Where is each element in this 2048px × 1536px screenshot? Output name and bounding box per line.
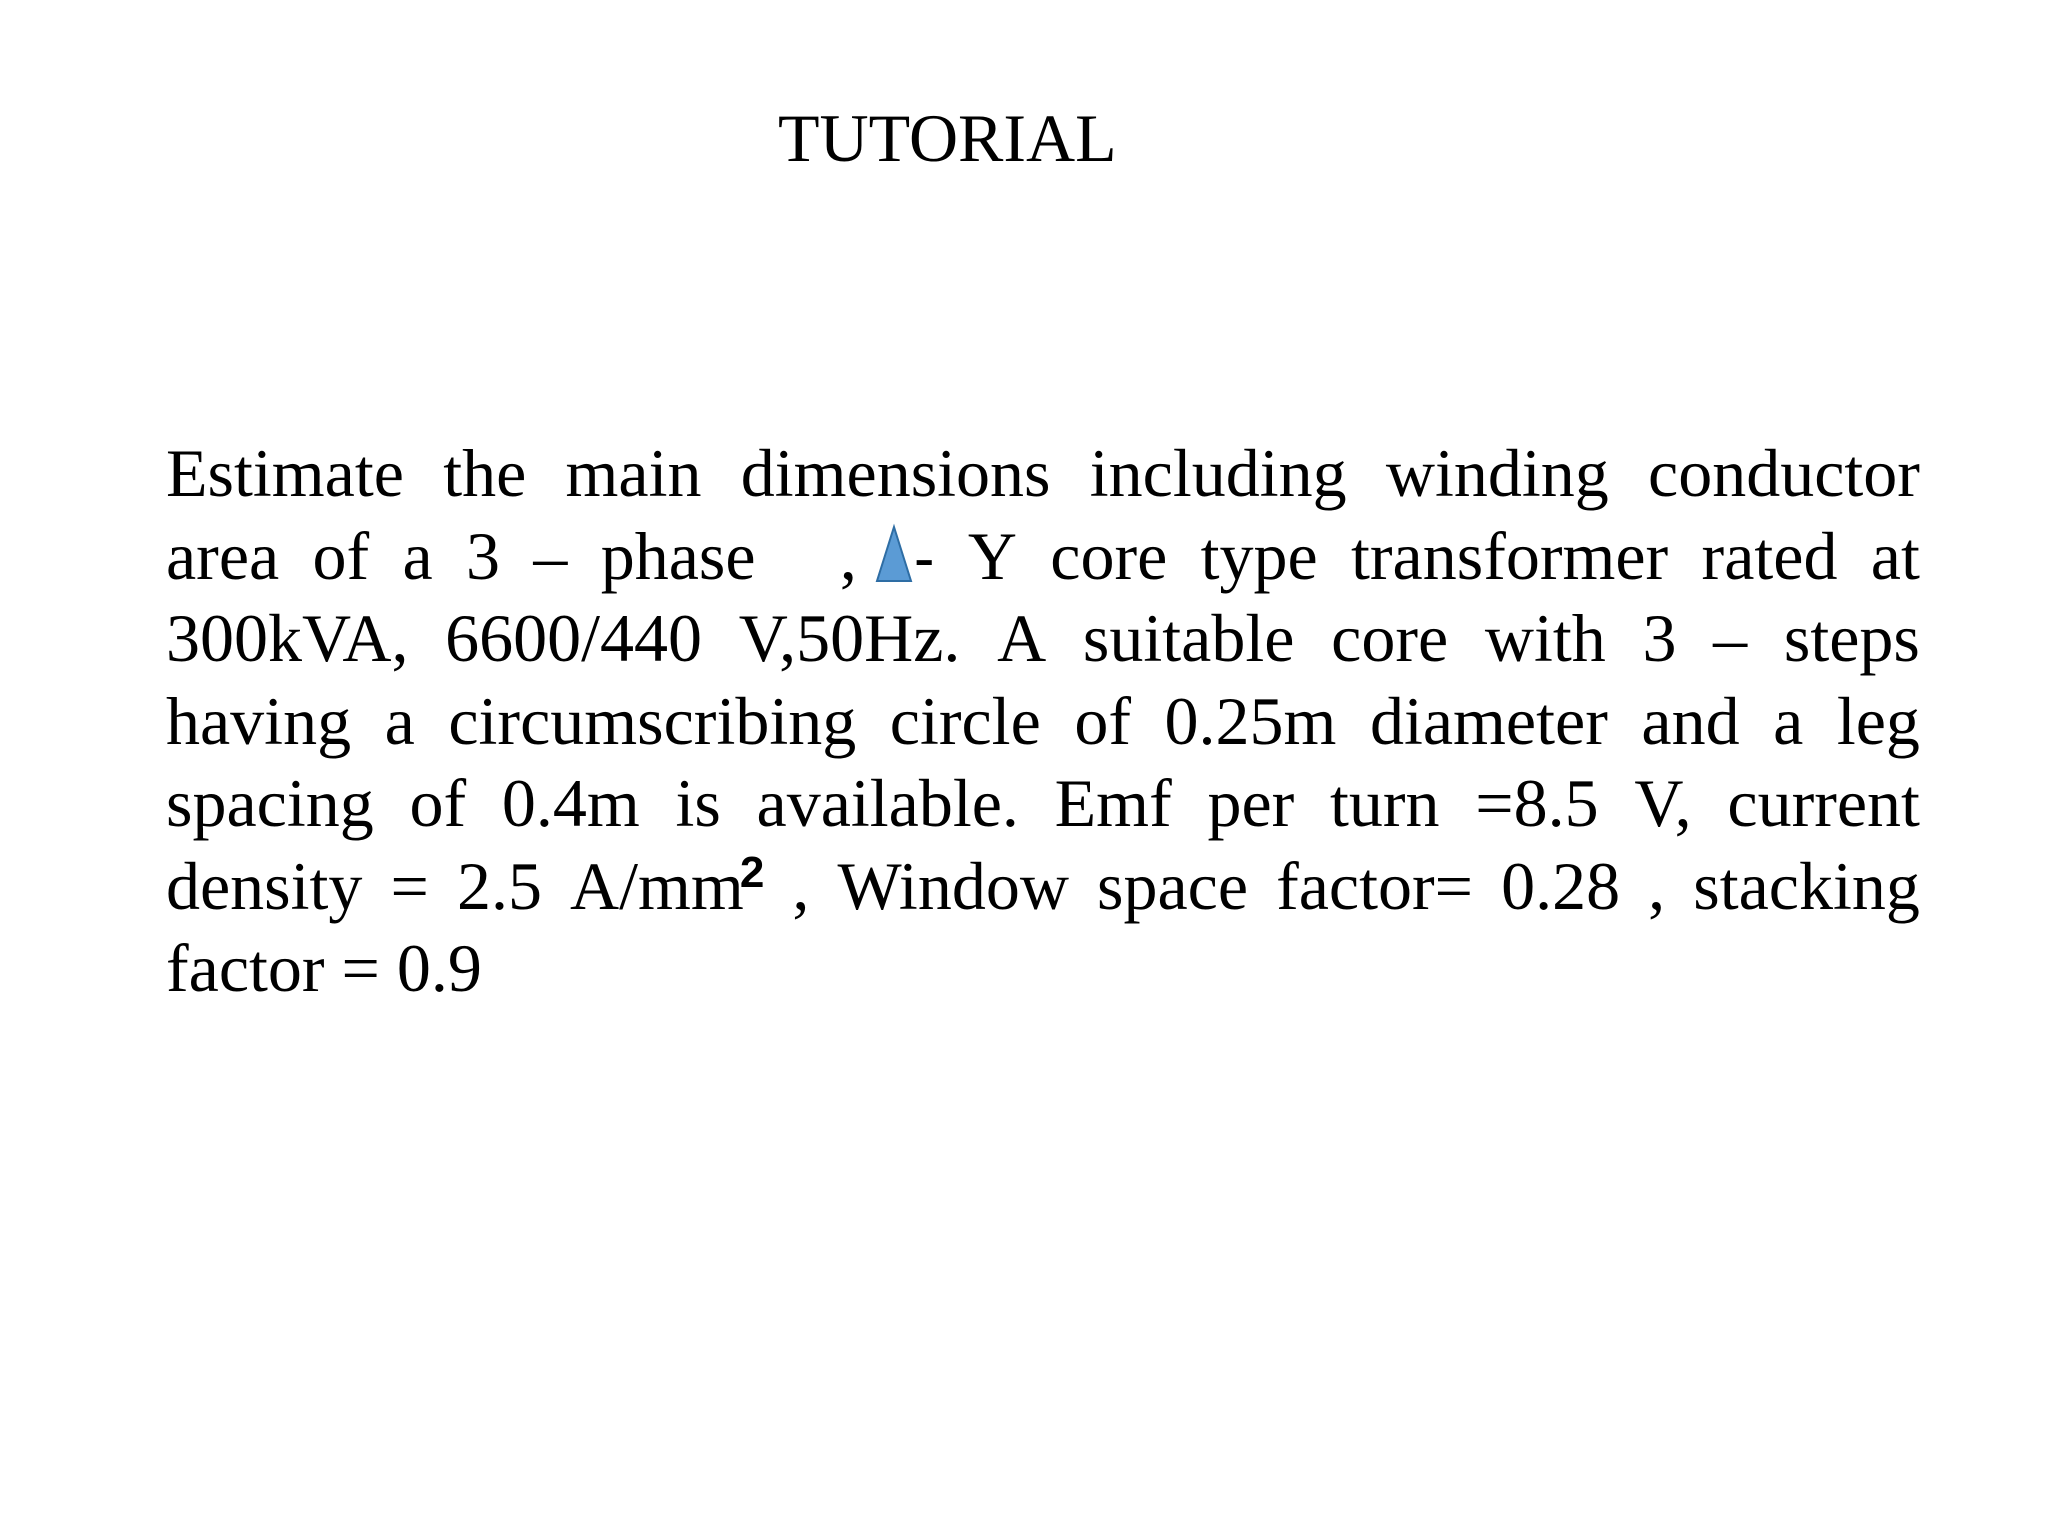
word: 300kVA, (166, 600, 409, 676)
comma: , (839, 517, 857, 594)
delta-icon (874, 523, 914, 585)
problem-line-3 (166, 597, 1920, 680)
page-title: TUTORIAL (778, 100, 1117, 176)
word: stacking (1693, 847, 1920, 924)
unit-with-superscript (570, 845, 764, 937)
word: suitable (1082, 600, 1295, 676)
problem-line-4 (166, 680, 1920, 763)
word: Emf (1054, 765, 1172, 841)
word: a (1773, 682, 1804, 759)
word: dimensions (740, 435, 1051, 511)
word: =8.5 (1475, 765, 1599, 841)
word: 3 (1642, 600, 1677, 676)
word: with (1484, 600, 1606, 676)
word: 6600/440 (445, 600, 703, 676)
word-phase: phase (600, 517, 756, 594)
word: 0.28 (1501, 847, 1621, 924)
word: is (675, 765, 721, 841)
word: leg (1836, 682, 1920, 759)
word: area (166, 517, 280, 594)
word: of (312, 517, 370, 594)
word: turn (1329, 765, 1440, 841)
problem-statement (166, 432, 1920, 1010)
superscript-2: 2 (739, 847, 765, 897)
word: diameter (1369, 682, 1608, 759)
word: 0.25m (1164, 682, 1337, 759)
word: steps (1783, 600, 1920, 676)
word: V, (1634, 765, 1692, 841)
problem-line-2 (166, 515, 1920, 598)
problem-line-7 (166, 927, 1920, 1010)
word: a (384, 682, 415, 759)
word: – (1713, 600, 1748, 676)
word: and (1641, 682, 1740, 759)
word: at (1870, 517, 1920, 594)
word: rated (1701, 517, 1838, 594)
problem-line-1 (166, 432, 1920, 515)
word: = (390, 847, 429, 924)
problem-line-5 (166, 762, 1920, 845)
word: including (1089, 435, 1347, 511)
word: current (1727, 765, 1920, 841)
word: factor= (1276, 847, 1474, 924)
word: of (409, 765, 467, 841)
word: A (997, 600, 1047, 676)
word: 0.4m (501, 765, 640, 841)
word: the (443, 435, 527, 511)
word: – (533, 517, 568, 594)
word: 3 (466, 517, 501, 594)
word: a (402, 517, 433, 594)
word: per (1207, 765, 1295, 841)
word: core (1050, 517, 1168, 594)
comma-delta-group (840, 515, 935, 601)
word (601, 515, 807, 601)
word: of (1074, 682, 1131, 759)
word: V,50Hz. (738, 600, 961, 676)
word: circle (889, 682, 1041, 759)
word: having (166, 682, 352, 759)
word: , (1648, 847, 1666, 924)
word: Estimate (166, 435, 404, 511)
word: core (1331, 600, 1449, 676)
word: transformer (1351, 517, 1669, 594)
delta-dash: - (913, 523, 935, 593)
unit-a-per-mm: A/mm (570, 847, 744, 924)
word: available. (756, 765, 1019, 841)
word: circumscribing (448, 682, 857, 759)
word: type (1200, 517, 1318, 594)
word: 2.5 (456, 847, 542, 924)
word: conductor (1648, 435, 1920, 511)
word: main (565, 435, 702, 511)
word: Window (837, 847, 1069, 924)
word: , (792, 847, 810, 924)
word: density (166, 847, 363, 924)
word: winding (1385, 435, 1609, 511)
word: space (1097, 847, 1249, 924)
word: spacing (166, 765, 374, 841)
word: factor = 0.9 (166, 930, 482, 1006)
word: Y (967, 517, 1017, 594)
problem-line-6 (166, 845, 1920, 928)
